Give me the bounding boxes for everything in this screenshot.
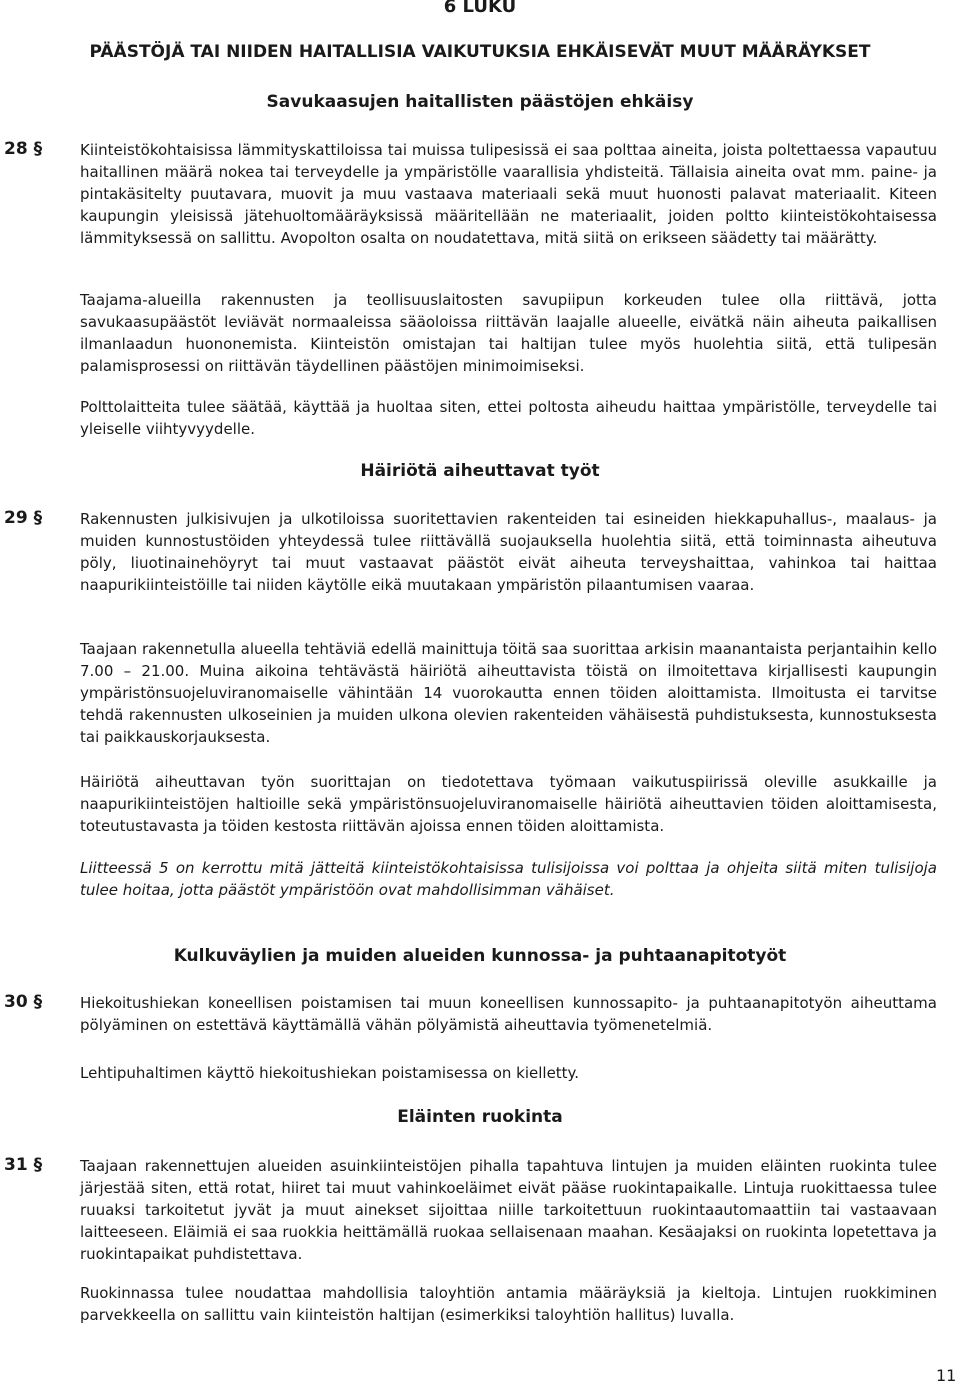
chapter-heading: 6 LUKU bbox=[443, 0, 517, 17]
section-number-30: 30 § bbox=[4, 992, 43, 1012]
paragraph-30-2: Lehtipuhaltimen käyttö hiekoitushiekan poistamisessa on kielletty. bbox=[80, 1064, 580, 1082]
paragraph-28-3: Polttolaitteita tulee säätää, käyttää ja huoltaa siten, ettei poltosta aiheudu haittaa ympäristölle, terveydelle tai yleiselle viihtyvyydelle. bbox=[80, 398, 937, 438]
section-title-maintenance: Kulkuväylien ja muiden alueiden kunnossa- ja puhtaanapitotyöt bbox=[173, 946, 787, 966]
paragraph-30-1: Hiekoitushiekan koneellisen poistamisen tai muun koneellisen kunnossapito- ja puhtaanapitotyön aiheuttama pölyäminen on estettävä käyttämällä vähän pölyämistä aiheuttavia työmenetelmiä. bbox=[80, 994, 937, 1034]
section-number-29: 29 § bbox=[4, 508, 43, 528]
chapter-title: PÄÄSTÖJÄ TAI NIIDEN HAITALLISIA VAIKUTUKSIA EHKÄISEVÄT MUUT MÄÄRÄYKSET bbox=[89, 42, 871, 62]
paragraph-28-1: Kiinteistökohtaisissa lämmityskattiloissa tai muissa tulipesissä ei saa polttaa aineita, joista poltettaessa vapautuu haitallinen määrä nokea tai terveydelle ja ympäristölle vaarallisia yhdisteitä. Tällaisia aineita ovat mm. paine- ja pintakäsitelty puutavara, muovit ja muu vastaava materiaali sekä muut huonosti palavat materiaalit. Kiteen kaupungin yleisissä jätehuoltomääräyksissä määritellään ne materiaalit, joiden poltto kiinteistökohtaisessa lämmityksessä on sallittu. Avopolton osalta on noudatettava, mitä siitä on erikseen säädetty tai määrätty. bbox=[80, 141, 937, 247]
paragraph-31-1: Taajaan rakennettujen alueiden asuinkiinteistöjen pihalla tapahtuva lintujen ja muiden eläinten ruokinta tulee järjestää siten, että rotat, hiiret tai muut vahinkoeläimet eivät pääse ruokintapaikalle. Lintuja ruokittaessa tulee ruuaksi tarkoitetut jyvät ja muut ainekset sijoittaa niille tarkoitettuun ruokintaautomaattiin tai vastaavaan laitteeseen. Eläimiä ei saa ruokkia heittämällä ruokaa sellaisenaan maahan. Kesäajaksi on ruokinta lopetettava ja ruokintapaikat puhdistettava. bbox=[80, 1157, 937, 1263]
paragraph-29-1: Rakennusten julkisivujen ja ulkotiloissa suoritettavien rakenteiden tai esineiden hiekkapuhallus-, maalaus- ja muiden kunnostustöiden yhteydessä tulee riittävällä suojauksella huolehtia siitä, että toiminnasta aiheutuva pöly, liuotinainehöyryt tai muut vastaavat päästöt eivät aiheuta terveyshaittaa, vahinkoa tai haittaa naapurikiinteistöille tai niiden käytölle eikä muutakaan ympäristön pilaantumisen vaaraa. bbox=[80, 510, 937, 594]
paragraph-28-2: Taajama-alueilla rakennusten ja teollisuuslaitosten savupiipun korkeuden tulee olla riittävä, jotta savukaasupäästöt leviävät normaaleissa sääoloissa riittävän laajalle alueelle, eivätkä näin aiheuta paikallisen ilmanlaadun huononemista. Kiinteistön omistajan tai haltijan tulee myös huolehtia siitä, että tulipesän palamisprosessi on riittävän täydellinen päästöjen minimoimiseksi. bbox=[80, 291, 937, 375]
section-number-28: 28 § bbox=[4, 139, 43, 159]
section-title-emissions: Savukaasujen haitallisten päästöjen ehkäisy bbox=[266, 92, 694, 112]
section-number-31: 31 § bbox=[4, 1155, 43, 1175]
paragraph-31-2: Ruokinnassa tulee noudattaa mahdollisia taloyhtiön antamia määräyksiä ja kieltoja. Lintujen ruokkiminen parvekkeella on sallittu vain kiinteistön haltijan (esimerkiksi taloyhtiön hallitus) luvalla. bbox=[80, 1284, 937, 1324]
paragraph-29-3: Häiriötä aiheuttavan työn suorittajan on tiedotettava työmaan vaikutuspiirissä oleville asukkaille ja naapurikiinteistöjen haltioille sekä ympäristönsuojeluviranomaiselle häiriötä aiheuttavien töiden aloittamisesta, toteutustavasta ja töiden kestosta riittävän ajoissa ennen töiden aloittamista. bbox=[80, 773, 937, 835]
section-title-animal-feeding: Eläinten ruokinta bbox=[397, 1107, 563, 1127]
section-title-disturbing-work: Häiriötä aiheuttavat työt bbox=[360, 461, 600, 481]
page-number: 11 bbox=[936, 1366, 957, 1385]
paragraph-29-2: Taajaan rakennetulla alueella tehtäviä edellä mainittuja töitä saa suorittaa arkisin maanantaista perjantaihin kello 7.00 – 21.00. Muina aikoina tehtävästä häiriötä aiheuttavista töistä on ilmoitettava kirjallisesti kaupungin ympäristönsuojeluviranomaiselle vähintään 14 vuorokautta ennen töiden aloittamista. Ilmoitusta ei tarvitse tehdä rakennusten ulkoseinien ja muiden ulkona olevien rakenteiden vähäisestä puhdistuksesta, kunnostuksesta tai paikkauskorjauksesta. bbox=[80, 640, 937, 746]
paragraph-29-4: Liitteessä 5 on kerrottu mitä jätteitä kiinteistökohtaisissa tulisijoissa voi polttaa ja ohjeita siitä miten tulisijoja tulee hoitaa, jotta päästöt ympäristöön ovat mahdollisimman vähäiset. bbox=[80, 859, 937, 899]
